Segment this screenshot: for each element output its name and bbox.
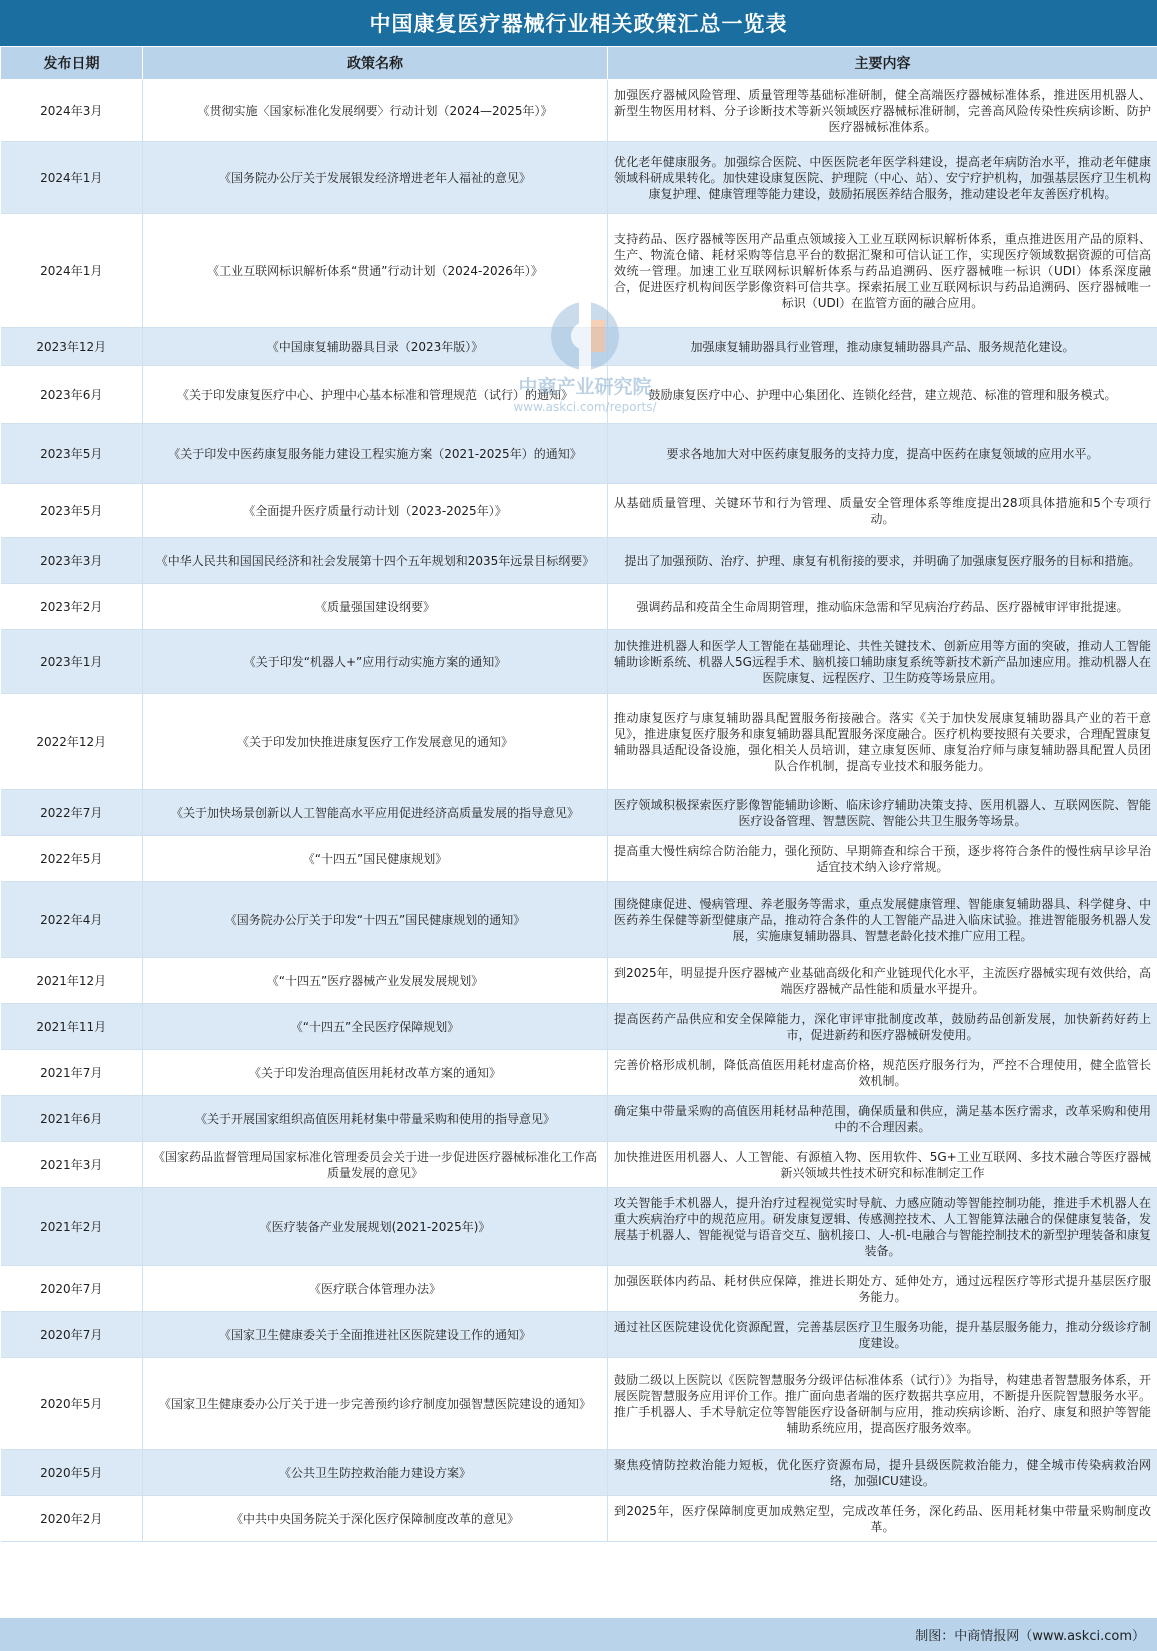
cell-policy-name: 《关于印发治理高值医用耗材改革方案的通知》 — [143, 1050, 608, 1096]
cell-date: 2020年2月 — [1, 1496, 143, 1542]
cell-content: 强调药品和疫苗全生命周期管理，推动临床急需和罕见病治疗药品、医疗器械审评审批提速。 — [608, 584, 1157, 630]
table-row — [1, 584, 1157, 630]
cell-date: 2021年2月 — [1, 1188, 143, 1266]
cell-content: 提高医药产品供应和安全保障能力，深化审评审批制度改革，鼓励药品创新发展，加快新药好药上市，促进新药和医疗器械研发使用。 — [608, 1004, 1157, 1050]
cell-content: 支持药品、医疗器械等医用产品重点领域接入工业互联网标识解析体系，重点推进医用产品的原料、生产、物流仓储、耗材采购等信息平台的数据汇聚和可信认证工作，实现医疗领域数据资源的可信高效统一管理。加速工业互联网标识解析体系与药品追溯码、医疗器械唯一标识（UDI）体系深度融合，促进医疗机构间医学影像资料可信共享。探索拓展工业互联网标识与药品追溯码、医疗器械唯一标识（UDI）在监管方面的融合应用。 — [608, 214, 1157, 328]
cell-content: 提高重大慢性病综合防治能力，强化预防、早期筛查和综合干预，逐步将符合条件的慢性病早诊早治适宜技术纳入诊疗常规。 — [608, 836, 1157, 882]
cell-content: 推动康复医疗与康复辅助器具配置服务衔接融合。落实《关于加快发展康复辅助器具产业的若干意见》，推进康复医疗服务和康复辅助器具配置服务深度融合。医疗机构要按照有关要求，合理配置康复辅助器具适配设备设施，强化相关人员培训，建立康复医师、康复治疗师与康复辅助器具配置人员团队合作机制，提高专业技术和服务能力。 — [608, 694, 1157, 790]
column-header-content: 主要内容 — [608, 47, 1157, 80]
table-body — [1, 80, 1157, 1542]
cell-content: 攻关智能手术机器人，提升治疗过程视觉实时导航、力感应随动等智能控制功能，推进手术机器人在重大疾病治疗中的规范应用。研发康复逻辑、传感测控技术、人工智能算法融合的保健康复装备，发展基于机器人、智能视觉与语音交互、脑机接口、人-机-电融合与智能控制技术的新型护理装备和康复装备。 — [608, 1188, 1157, 1266]
footer-credit: 制图：中商情报网（www.askci.com） — [915, 1629, 1145, 1644]
cell-content: 通过社区医院建设优化资源配置，完善基层医疗卫生服务功能，提升基层服务能力，推动分级诊疗制度建设。 — [608, 1312, 1157, 1358]
table-row — [1, 1050, 1157, 1096]
table-row — [1, 484, 1157, 538]
watermark-name: 中商产业研究院 — [518, 376, 652, 398]
footer — [0, 1618, 1157, 1651]
table-row — [1, 1096, 1157, 1142]
cell-policy-name: 《国务院办公厅关于印发“十四五”国民健康规划的通知》 — [143, 882, 608, 958]
table-row — [1, 1142, 1157, 1188]
cell-policy-name: 《关于印发“机器人+”应用行动实施方案的通知》 — [143, 630, 608, 694]
cell-policy-name: 《关于印发中医药康复服务能力建设工程实施方案（2021-2025年）的通知》 — [143, 424, 608, 484]
cell-content: 鼓励康复医疗中心、护理中心集团化、连锁化经营，建立规范、标准的管理和服务模式。 — [608, 366, 1157, 424]
cell-policy-name: 《国务院办公厅关于发展银发经济增进老年人福祉的意见》 — [143, 142, 608, 214]
cell-policy-name: 《中华人民共和国国民经济和社会发展第十四个五年规划和2035年远景目标纲要》 — [143, 538, 608, 584]
watermark-url: www.askci.com/reports/ — [513, 400, 657, 414]
cell-date: 2020年5月 — [1, 1450, 143, 1496]
cell-policy-name: 《医疗装备产业发展规划(2021-2025年)》 — [143, 1188, 608, 1266]
cell-content: 加强医联体内药品、耗材供应保障，推进长期处方、延伸处方，通过远程医疗等形式提升基层医疗服务能力。 — [608, 1266, 1157, 1312]
cell-date: 2021年3月 — [1, 1142, 143, 1188]
cell-date: 2022年5月 — [1, 836, 143, 882]
cell-date: 2021年12月 — [1, 958, 143, 1004]
table-row — [1, 1188, 1157, 1266]
cell-date: 2020年7月 — [1, 1266, 143, 1312]
cell-content: 到2025年，明显提升医疗器械产业基础高级化和产业链现代化水平，主流医疗器械实现有效供给，高端医疗器械产品性能和质量水平提升。 — [608, 958, 1157, 1004]
cell-policy-name: 《国家药品监督管理局国家标准化管理委员会关于进一步促进医疗器械标准化工作高质量发展的意见》 — [143, 1142, 608, 1188]
table-row — [1, 1358, 1157, 1450]
cell-content: 鼓励二级以上医院以《医院智慧服务分级评估标准体系（试行）》为指导，构建患者智慧服务体系，开展医院智慧服务应用评价工作。推广面向患者端的医疗数据共享应用，不断提升医院智慧服务水平。推广手机器人、手术导航定位等智能医疗设备研制与应用，推动疾病诊断、治疗、康复和照护等智能辅助系统应用，提高医疗服务效率。 — [608, 1358, 1157, 1450]
table-row — [1, 538, 1157, 584]
table-row — [1, 882, 1157, 958]
cell-policy-name: 《关于加快场景创新以人工智能高水平应用促进经济高质量发展的指导意见》 — [143, 790, 608, 836]
cell-policy-name: 《工业互联网标识解析体系“贯通”行动计划（2024-2026年）》 — [143, 214, 608, 328]
cell-content: 围绕健康促进、慢病管理、养老服务等需求，重点发展健康管理、智能康复辅助器具、科学健身、中医药养生保健等新型健康产品，推动符合条件的人工智能产品进入临床试验。推进智能服务机器人发展，实施康复辅助器具、智慧老龄化技术推广应用工程。 — [608, 882, 1157, 958]
cell-date: 2023年2月 — [1, 584, 143, 630]
table-row — [1, 958, 1157, 1004]
cell-content: 加强康复辅助器具行业管理，推动康复辅助器具产品、服务规范化建设。 — [608, 328, 1157, 366]
cell-content: 从基础质量管理、关键环节和行为管理、质量安全管理体系等维度提出28项具体措施和5个专项行动。 — [608, 484, 1157, 538]
cell-policy-name: 《医疗联合体管理办法》 — [143, 1266, 608, 1312]
table-header-row — [1, 47, 1157, 80]
table-row — [1, 694, 1157, 790]
cell-date: 2023年1月 — [1, 630, 143, 694]
cell-content: 要求各地加大对中医药康复服务的支持力度，提高中医药在康复领域的应用水平。 — [608, 424, 1157, 484]
cell-policy-name: 《关于印发加快推进康复医疗工作发展意见的通知》 — [143, 694, 608, 790]
table-row — [1, 214, 1157, 328]
cell-date: 2023年3月 — [1, 538, 143, 584]
table-row — [1, 142, 1157, 214]
cell-date: 2021年11月 — [1, 1004, 143, 1050]
cell-content: 完善价格形成机制，降低高值医用耗材虚高价格，规范医疗服务行为，严控不合理使用，健全监管长效机制。 — [608, 1050, 1157, 1096]
table-row — [1, 328, 1157, 366]
cell-policy-name: 《国家卫生健康委办公厅关于进一步完善预约诊疗制度加强智慧医院建设的通知》 — [143, 1358, 608, 1450]
cell-policy-name: 《贯彻实施〈国家标准化发展纲要〉行动计划（2024—2025年）》 — [143, 80, 608, 142]
policy-table — [0, 46, 1157, 1542]
cell-date: 2023年5月 — [1, 484, 143, 538]
table-row — [1, 836, 1157, 882]
page-title: 中国康复医疗器械行业相关政策汇总一览表 — [0, 0, 1157, 46]
cell-date: 2022年7月 — [1, 790, 143, 836]
table-row — [1, 366, 1157, 424]
cell-policy-name: 《“十四五”全民医疗保障规划》 — [143, 1004, 608, 1050]
cell-policy-name: 《质量强国建设纲要》 — [143, 584, 608, 630]
cell-date: 2021年7月 — [1, 1050, 143, 1096]
cell-policy-name: 《“十四五”医疗器械产业发展发展规划》 — [143, 958, 608, 1004]
cell-date: 2024年1月 — [1, 214, 143, 328]
cell-content: 提出了加强预防、治疗、护理、康复有机衔接的要求，并明确了加强康复医疗服务的目标和措施。 — [608, 538, 1157, 584]
cell-policy-name: 《中共中央国务院关于深化医疗保障制度改革的意见》 — [143, 1496, 608, 1542]
cell-date: 2021年6月 — [1, 1096, 143, 1142]
table-row — [1, 1496, 1157, 1542]
table-row — [1, 1266, 1157, 1312]
table-row — [1, 630, 1157, 694]
cell-content: 优化老年健康服务。加强综合医院、中医医院老年医学科建设，提高老年病防治水平，推动老年健康领域科研成果转化。加快建设康复医院、护理院（中心、站）、安宁疗护机构，加强基层医疗卫生机构康复护理、健康管理等能力建设，鼓励拓展医养结合服务，推动建设老年友善医疗机构。 — [608, 142, 1157, 214]
column-header-date: 发布日期 — [1, 47, 143, 80]
cell-content: 加强医疗器械风险管理、质量管理等基础标准研制，健全高端医疗器械标准体系，推进医用机器人、新型生物医用材料、分子诊断技术等新兴领域医疗器械标准研制，完善高风险传染性疾病诊断、防护医疗器械标准体系。 — [608, 80, 1157, 142]
cell-policy-name: 《国家卫生健康委关于全面推进社区医院建设工作的通知》 — [143, 1312, 608, 1358]
cell-content: 确定集中带量采购的高值医用耗材品种范围，确保质量和供应，满足基本医疗需求，改革采购和使用中的不合理因素。 — [608, 1096, 1157, 1142]
cell-policy-name: 《中国康复辅助器具目录（2023年版）》 — [143, 328, 608, 366]
table-row — [1, 1450, 1157, 1496]
cell-policy-name: 《“十四五”国民健康规划》 — [143, 836, 608, 882]
cell-date: 2023年12月 — [1, 328, 143, 366]
cell-content: 加快推进医用机器人、人工智能、有源植入物、医用软件、5G+工业互联网、多技术融合等医疗器械新兴领域共性技术研究和标准制定工作 — [608, 1142, 1157, 1188]
cell-date: 2022年12月 — [1, 694, 143, 790]
table-row — [1, 80, 1157, 142]
table-row — [1, 424, 1157, 484]
table-row — [1, 790, 1157, 836]
cell-date: 2022年4月 — [1, 882, 143, 958]
column-header-name: 政策名称 — [143, 47, 608, 80]
table-row — [1, 1312, 1157, 1358]
cell-policy-name: 《公共卫生防控救治能力建设方案》 — [143, 1450, 608, 1496]
cell-content: 医疗领域积极探索医疗影像智能辅助诊断、临床诊疗辅助决策支持、医用机器人、互联网医院、智能医疗设备管理、智慧医院、智能公共卫生服务等场景。 — [608, 790, 1157, 836]
cell-date: 2020年5月 — [1, 1358, 143, 1450]
cell-policy-name: 《全面提升医疗质量行动计划（2023-2025年）》 — [143, 484, 608, 538]
cell-date: 2024年3月 — [1, 80, 143, 142]
cell-policy-name: 《关于开展国家组织高值医用耗材集中带量采购和使用的指导意见》 — [143, 1096, 608, 1142]
table-row — [1, 1004, 1157, 1050]
cell-content: 加快推进机器人和医学人工智能在基础理论、共性关键技术、创新应用等方面的突破，推动人工智能辅助诊断系统、机器人5G远程手术、脑机接口辅助康复系统等新技术新产品加速应用。推动机器人在医院康复、远程医疗、卫生防疫等场景应用。 — [608, 630, 1157, 694]
cell-content: 到2025年，医疗保障制度更加成熟定型，完成改革任务，深化药品、医用耗材集中带量采购制度改革。 — [608, 1496, 1157, 1542]
cell-date: 2023年5月 — [1, 424, 143, 484]
cell-date: 2023年6月 — [1, 366, 143, 424]
cell-policy-name: 《关于印发康复医疗中心、护理中心基本标准和管理规范（试行）的通知》 — [143, 366, 608, 424]
cell-content: 聚焦疫情防控救治能力短板，优化医疗资源布局，提升县级医院救治能力，健全城市传染病救治网络，加强ICU建设。 — [608, 1450, 1157, 1496]
cell-date: 2020年7月 — [1, 1312, 143, 1358]
cell-date: 2024年1月 — [1, 142, 143, 214]
